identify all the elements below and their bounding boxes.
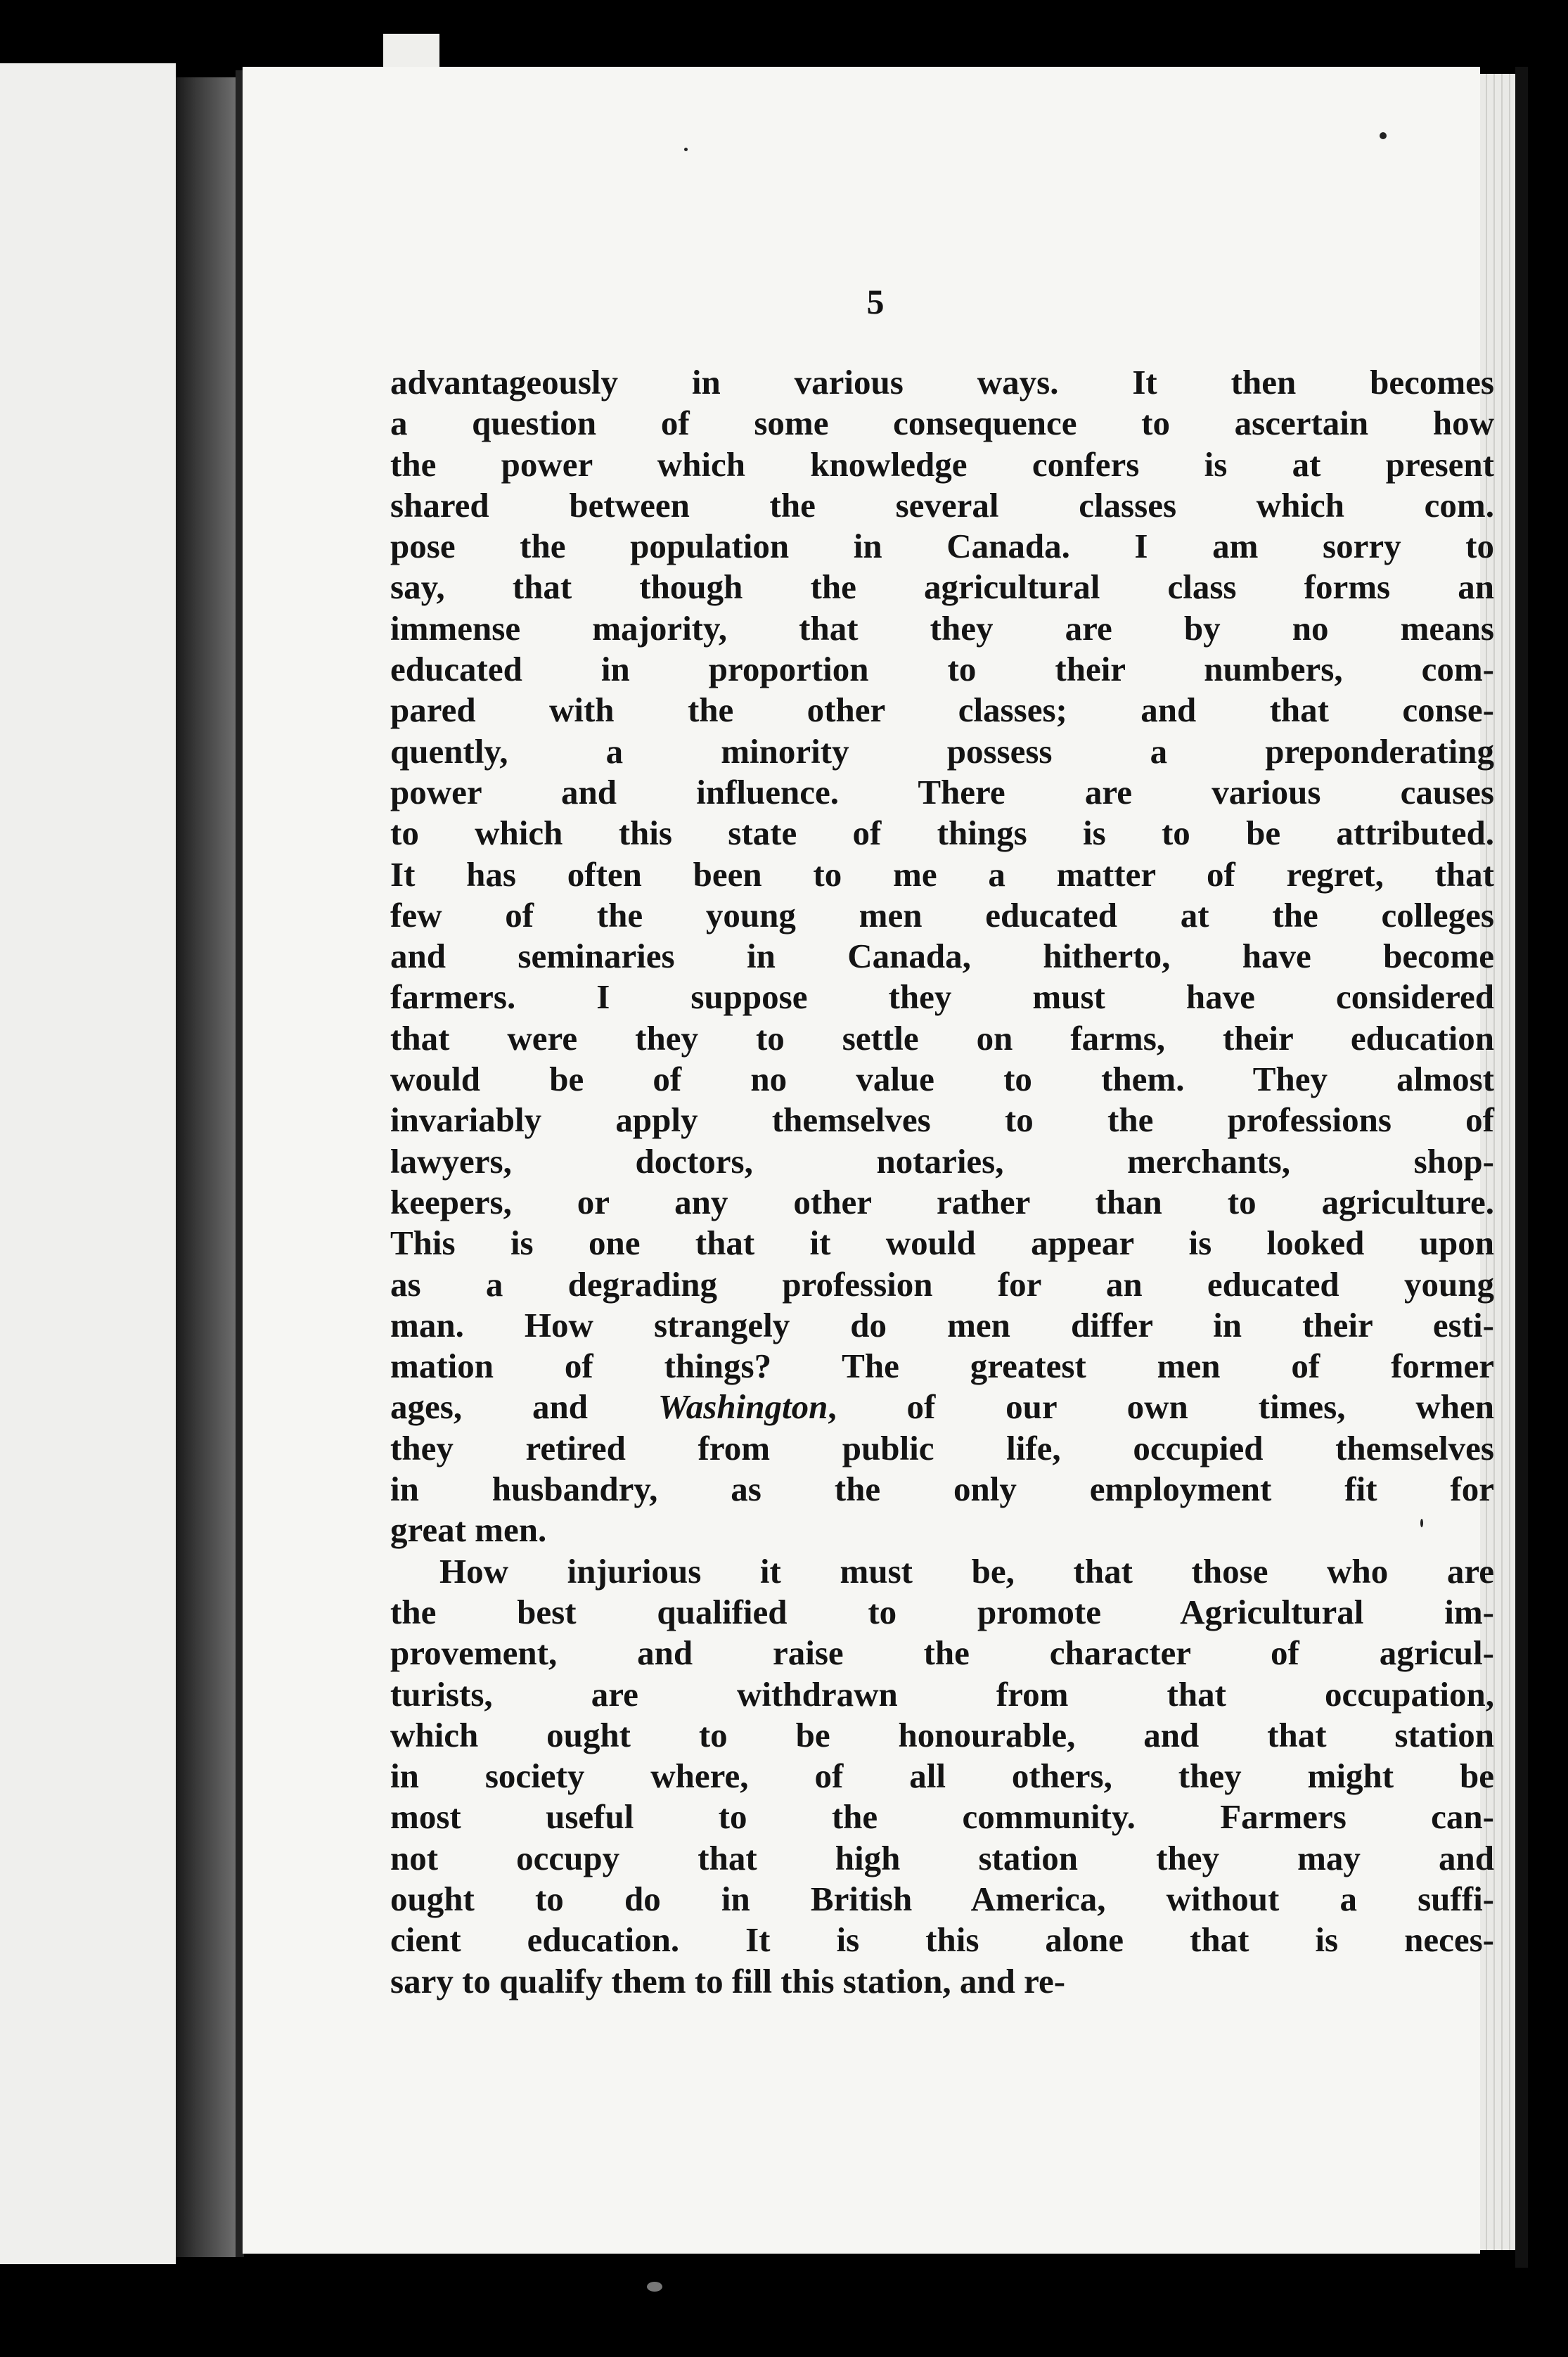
text-line: It has often been to me a matter of regret, that (390, 854, 1494, 894)
text-line: provement, and raise the character of agricul- (390, 1633, 1494, 1673)
text-line: immense majority, that they are by no means (390, 608, 1494, 648)
text-line: which ought to be honourable, and that station (390, 1715, 1494, 1754)
text-line: This is one that it would appear is looked upon (390, 1224, 1494, 1263)
text-line: man. How strangely do men differ in their esti- (390, 1305, 1494, 1344)
page-number: 5 (866, 282, 885, 321)
text-line: pared with the other classes; and that conse- (390, 691, 1494, 730)
facing-page (0, 63, 176, 2264)
text-line: invariably apply themselves to the professions of (390, 1100, 1494, 1140)
scan-speck (1380, 132, 1387, 139)
text-line: in husbandry, as the only employment fit for (390, 1470, 1494, 1509)
text-line: pose the population in Canada. I am sorry to (390, 527, 1494, 566)
text-line: as a degrading profession for an educated young (390, 1264, 1494, 1304)
scan-speck (684, 148, 688, 151)
text-line: advantageously in various ways. It then becomes (390, 363, 1494, 402)
text-line: in society where, of all others, they might be (390, 1756, 1494, 1796)
text-line: the power which knowledge confers is at present (390, 444, 1494, 484)
text-line: that were they to settle on farms, their education (390, 1018, 1494, 1058)
cover-edge (1515, 67, 1528, 2268)
text-line: power and influence. There are various causes (390, 772, 1494, 811)
text-line: cient education. It is this alone that is neces- (390, 1920, 1494, 1960)
text-line: say, that though the agricultural class forms an (390, 567, 1494, 607)
text-line: educated in proportion to their numbers, com- (390, 650, 1494, 689)
body-text (390, 362, 1494, 2002)
scan-speck (647, 2282, 662, 2292)
scan-speck (1420, 1519, 1423, 1527)
text-line: keepers, or any other rather than to agriculture. (390, 1182, 1494, 1221)
text-line: the best qualified to promote Agricultural im- (390, 1592, 1494, 1631)
text-line: and seminaries in Canada, hitherto, have become (390, 937, 1494, 976)
text-line: to which this state of things is to be attributed. (390, 814, 1494, 853)
text-line: ages, and Washington, of our own times, when (390, 1387, 1494, 1427)
text-line: turists, are withdrawn from that occupation, (390, 1674, 1494, 1714)
text-line: sary to qualify them to fill this station, and re- (390, 1961, 1066, 2000)
text-line: quently, a minority possess a preponderating (390, 731, 1494, 771)
text-line: would be of no value to them. They almost (390, 1060, 1494, 1099)
text-line: they retired from public life, occupied themselves (390, 1428, 1494, 1467)
text-line: mation of things? The greatest men of former (390, 1347, 1494, 1386)
text-line: lawyers, doctors, notaries, merchants, shop- (390, 1141, 1494, 1181)
text-line: not occupy that high station they may and (390, 1838, 1494, 1877)
text-line: farmers. I suppose they must have considered (390, 977, 1494, 1017)
book-gutter (176, 77, 236, 2257)
book-page (243, 67, 1494, 2254)
text-line: a question of some consequence to ascertain how (390, 404, 1494, 443)
text-line: most useful to the community. Farmers can- (390, 1797, 1494, 1837)
text-line: great men. (390, 1510, 547, 1550)
text-line: ought to do in British America, without a suffi- (390, 1879, 1494, 1918)
text-line: How injurious it must be, that those who are (439, 1551, 1494, 1591)
text-line: shared between the several classes which com. (390, 485, 1494, 525)
text-line: few of the young men educated at the colleges (390, 895, 1494, 935)
